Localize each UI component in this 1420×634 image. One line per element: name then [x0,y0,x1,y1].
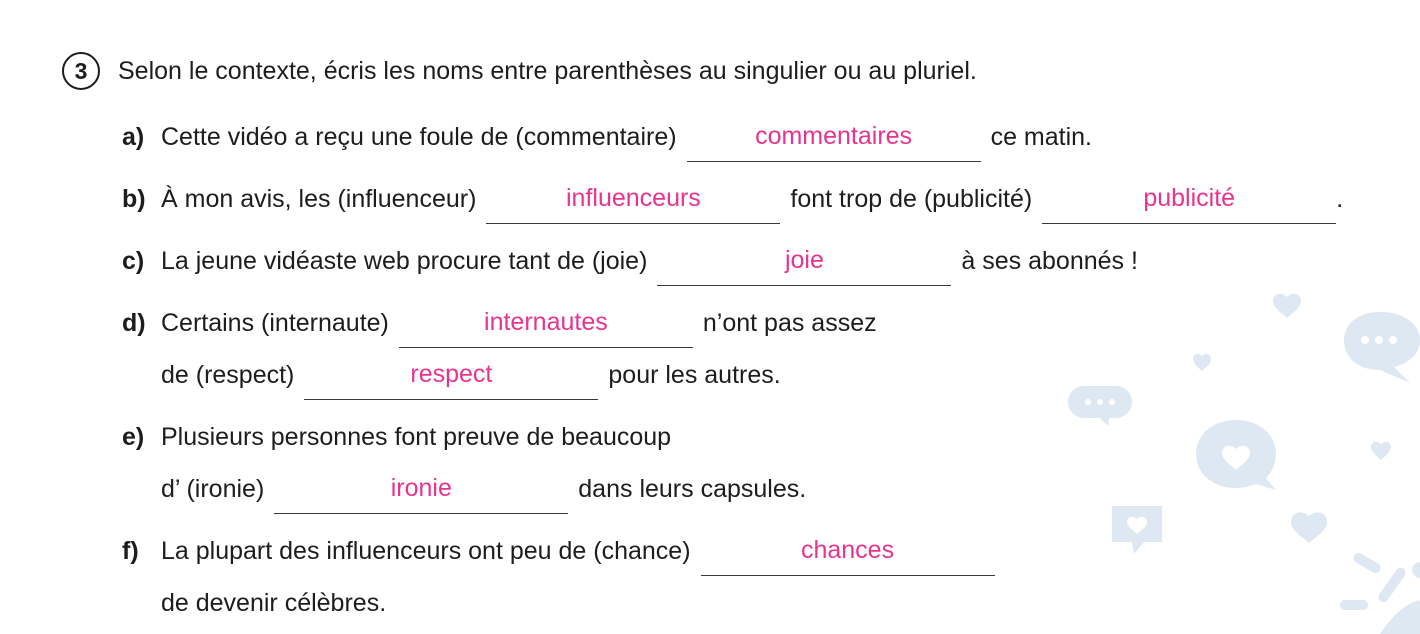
item-text: n’ont pas assez [702,309,877,337]
chat-bubble-icon [1068,386,1132,426]
item-text: La plupart des influenceurs ont peu de (chance) [161,537,691,565]
handwritten-answer: joie [784,246,824,274]
chat-bubble-icon [1344,312,1420,383]
item-text: font trop de (publicité) [790,185,1033,213]
answer-blank[interactable] [1042,183,1336,224]
heart-bubble-icon [1196,420,1276,490]
item-f [122,526,1005,566]
item-d-continuation [161,350,781,390]
item-text: Certains (internaute) [161,309,389,337]
handwritten-answer: ironie [390,474,452,502]
item-text: pour les autres. [608,361,781,389]
item-text: ce matin. [990,123,1092,151]
item-d [122,298,877,338]
heart-icon [1193,354,1211,371]
item-text: La jeune vidéaste web procure tant de (joie) [161,247,648,275]
exercise-header [62,50,977,92]
handwritten-answer: commentaires [755,122,913,150]
answer-blank[interactable] [657,245,951,286]
exercise-instruction: Selon le contexte, écris les noms entre parenthèses au singulier ou au pluriel. [118,56,977,85]
answer-blank[interactable] [486,183,780,224]
answer-blank[interactable] [701,535,995,576]
item-text: dans leurs capsules. [578,475,807,503]
item-text: de (respect) [161,361,295,389]
item-letter: f) [122,537,139,565]
item-text: Cette vidéo a reçu une foule de (commentaire) [161,123,677,151]
handwritten-answer: internautes [484,308,608,336]
item-letter: e) [122,423,145,451]
item-letter: d) [122,309,146,337]
item-e [122,412,671,452]
answer-blank[interactable] [399,307,693,348]
heart-icon [1273,294,1301,318]
heart-icon [1371,442,1391,460]
item-letter: a) [122,123,145,151]
item-letter: c) [122,247,145,275]
heart-bubble-icon [1112,506,1162,554]
item-c [122,236,1138,276]
item-e-continuation [161,464,806,504]
answer-blank[interactable] [687,121,981,162]
answer-blank[interactable] [274,473,568,514]
item-text: À mon avis, les (influenceur) [161,185,477,213]
exercise-number: 3 [62,52,100,90]
handwritten-answer: publicité [1143,184,1236,212]
item-text: à ses abonnés ! [961,247,1138,275]
item-a [122,112,1092,152]
item-text: d’ (ironie) [161,475,265,503]
handwritten-answer: influenceurs [566,184,701,212]
item-text: . [1336,185,1344,213]
heart-icon [1291,512,1327,543]
item-f-continuation [161,578,386,618]
handwritten-answer: chances [800,536,895,564]
answer-blank[interactable] [304,359,598,400]
handwritten-answer: respect [410,360,493,388]
item-b [122,174,1343,214]
item-text: de devenir célèbres. [161,589,387,617]
item-text: Plusieurs personnes font preuve de beaucoup [161,423,672,451]
sun-rays-icon [1340,551,1420,634]
item-letter: b) [122,185,146,213]
